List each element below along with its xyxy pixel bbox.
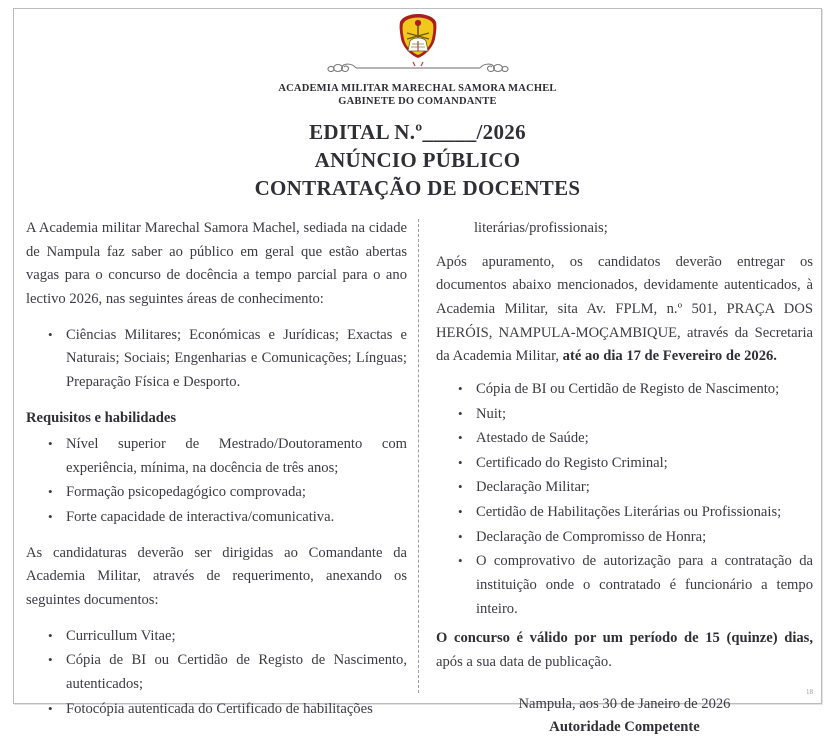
page-number: 18	[806, 688, 813, 696]
announcement-type: ANÚNCIO PÚBLICO	[314, 148, 521, 173]
document-body	[0, 217, 835, 740]
emblem-container	[0, 12, 835, 60]
document-title-block	[0, 119, 835, 203]
list-item: • Declaração de Compromisso de Honra;	[476, 526, 813, 550]
delivery-text: Após apuramento, os candidatos deverão entregar os documentos abaixo mencionados, devidamente autenticados, à Academia Militar, sita Av. FPLM, n.º 501, PRAÇA DOS HERÓIS, NAMPULA-MOÇAMBIQUE, através da Secretaria da Academia Militar,	[436, 253, 813, 365]
validity-remainder: após a sua data de publicação.	[436, 653, 612, 670]
requirements-heading: Requisitos e habilidades	[26, 409, 177, 426]
decorative-rule	[0, 58, 835, 78]
column-divider	[418, 219, 419, 693]
list-item: • Nuit;	[476, 403, 813, 427]
academia-militar-crest-icon	[396, 13, 440, 59]
ornamental-divider-icon	[318, 60, 518, 76]
list-item: • Forte capacidade de interactiva/comunicativa.	[66, 506, 407, 530]
documents-list	[26, 625, 407, 722]
continuation-line: literárias/profissionais;	[474, 220, 608, 237]
place-and-date: Nampula, aos 30 de Janeiro de 2026	[518, 695, 731, 712]
list-item: • Formação psicopedagógico comprovada;	[66, 481, 407, 505]
signature-authority: Autoridade Competente	[549, 719, 700, 736]
list-item: • Declaração Militar;	[476, 476, 813, 500]
intro-paragraph: A Academia militar Marechal Samora Machel, sediada na cidade de Nampula faz saber ao público em geral que estão abertas vagas para o concurso de docência a tempo parcial para o ano lectivo 2026, nas seguintes áreas de conhecimento:	[26, 220, 407, 307]
list-item: • Certificado do Registo Criminal;	[476, 452, 813, 476]
knowledge-areas-list	[26, 324, 407, 395]
list-item: • Nível superior de Mestrado/Doutoramento com experiência, mínima, na docência de três anos;	[66, 433, 407, 480]
document-header	[0, 0, 835, 203]
delivery-paragraph	[436, 251, 813, 369]
announcement-subject: CONTRATAÇÃO DE DOCENTES	[254, 176, 581, 201]
validity-period: O concurso é válido por um período de 15 (quinze) dias,	[436, 630, 813, 647]
closing-block	[436, 693, 813, 740]
list-item: • O comprovativo de autorização para a contratação da instituição onde o contratado é funcionário a tempo inteiro.	[476, 550, 813, 621]
list-item: • Atestado de Saúde;	[476, 427, 813, 451]
organization-name: ACADEMIA MILITAR MARECHAL SAMORA MACHEL	[278, 83, 557, 94]
validity-paragraph	[436, 627, 813, 674]
required-documents-list	[436, 378, 813, 621]
list-item: • Ciências Militares; Económicas e Jurídicas; Exactas e Naturais; Sociais; Engenharias e Comunicações; Línguas; Preparação Física e Desporto.	[66, 324, 407, 395]
list-item: • Certidão de Habilitações Literárias ou Profissionais;	[476, 501, 813, 525]
list-item: • Cópia de BI ou Certidão de Registo de Nascimento, autenticados;	[66, 649, 407, 696]
list-item: • Fotocópia autenticada do Certificado de habilitações	[66, 698, 407, 722]
right-column	[423, 217, 813, 740]
list-item: • Curricullum Vitae;	[66, 625, 407, 649]
deadline-date: até ao dia 17 de Fevereiro de 2026.	[562, 348, 777, 365]
organization-block	[0, 82, 835, 108]
list-item: • Cópia de BI ou Certidão de Registo de Nascimento;	[476, 378, 813, 402]
applications-paragraph: As candidaturas deverão ser dirigidas ao Comandante da Academia Militar, através de requerimento, anexando os seguintes documentos:	[26, 544, 407, 608]
left-column	[26, 217, 423, 740]
requirements-list	[26, 433, 407, 530]
edital-number: EDITAL N.º_____/2026	[309, 120, 526, 145]
organization-office: GABINETE DO COMANDANTE	[338, 96, 497, 108]
